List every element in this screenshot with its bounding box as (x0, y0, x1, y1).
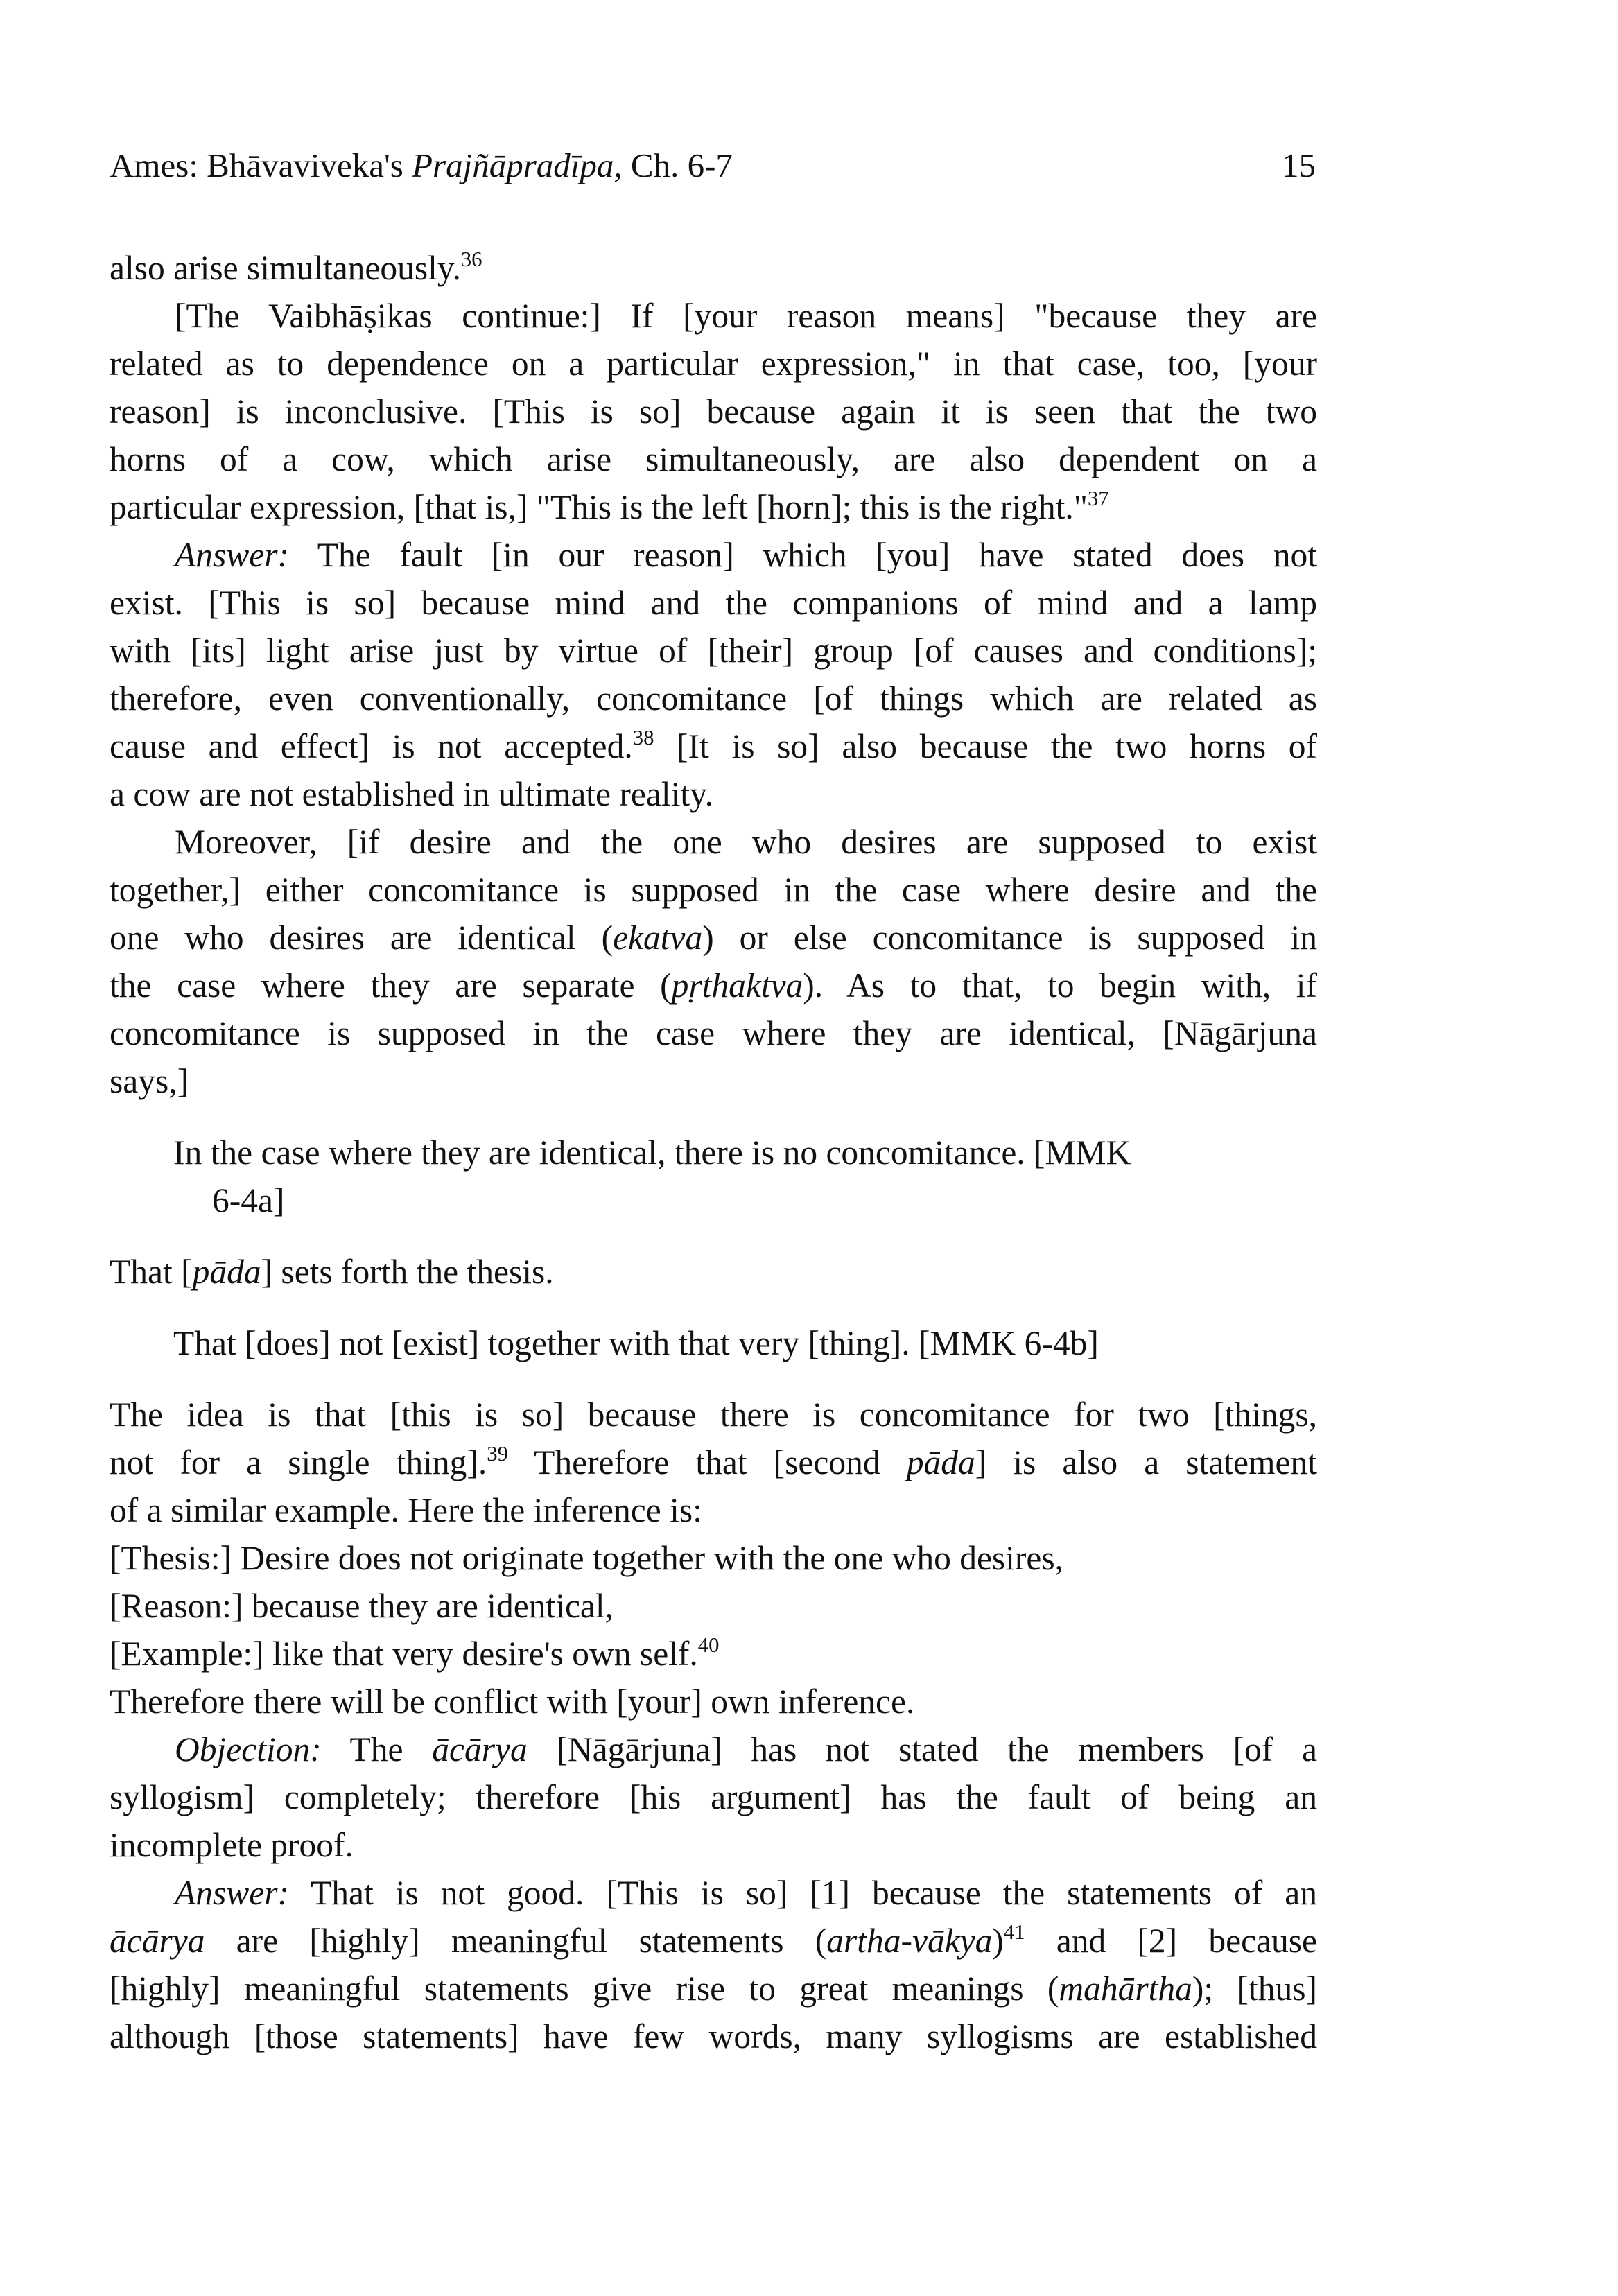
syllogism-reason: [Reason:] because they are identical, (110, 1587, 614, 1625)
text-line: exist. [This is so] because mind and the companions of mind and a lamp (110, 584, 1317, 622)
footnote-ref: 36 (460, 247, 482, 271)
text-line: related as to dependence on a particular expression," in that case, too, [your (110, 345, 1317, 383)
text-line: reason] is inconclusive. [This is so] because again it is seen that the two (110, 392, 1317, 430)
paragraph-answer-2 (110, 1869, 1317, 2060)
text-line: cause and effect] is not accepted.$^{38}$ [It is so] also because the two horns of (110, 725, 1317, 765)
footnote-ref: 37 (1088, 486, 1109, 510)
verse-quote-mmk-6-4a (110, 1129, 1317, 1224)
text-line: although [those statements] have few words, many syllogisms are established (110, 2017, 1317, 2055)
paragraph-vaibhasika-objection (110, 292, 1317, 531)
answer-label: Answer: (175, 536, 289, 574)
paragraph-objection (110, 1725, 1317, 1869)
paragraph-moreover (110, 818, 1317, 1105)
sanskrit-term: ācārya (110, 1922, 205, 1960)
footnote-ref: 38 (632, 725, 654, 749)
text-line: ācārya are [highly] meaningful statements (artha-vākya)$^{41}$ and [2] because (110, 1920, 1317, 1960)
text-line: The idea is that [this is so] because there is concomitance for two [things, (110, 1395, 1317, 1434)
text-line: Objection: The ācārya [Nāgārjuna] has not stated the members [of a (175, 1730, 1317, 1768)
sanskrit-term: pṛthaktva (671, 966, 803, 1004)
text-line: also arise simultaneously.$^{36}$ (110, 247, 482, 287)
text-line: Answer: That is not good. [This is so] [1] because the statements of an (175, 1874, 1317, 1912)
book-title: Prajñāpradīpa, (412, 146, 623, 184)
text-line: a cow are not established in ultimate reality. (110, 775, 713, 813)
answer-label: Answer: (175, 1874, 289, 1912)
footnote-ref: 39 (487, 1441, 508, 1466)
objection-label: Objection: (175, 1730, 322, 1768)
sanskrit-term: artha-vākya (826, 1922, 993, 1960)
text-line: horns of a cow, which arise simultaneously, are also dependent on a (110, 440, 1317, 478)
sanskrit-term: pāda (906, 1443, 975, 1481)
verse-quote-mmk-6-4b (110, 1319, 1317, 1367)
running-head: Ames: Bhāvaviveka's Prajñāpradīpa, Ch. 6-7 (110, 146, 733, 184)
paragraph-inference (110, 1391, 1317, 1725)
page-number: 15 (1282, 146, 1316, 184)
paragraph-answer (110, 531, 1317, 818)
text-line: says,] (110, 1062, 189, 1100)
text-line: with [its] light arise just by virtue of [their] group [of causes and conditions]; (110, 632, 1317, 670)
text-line: Therefore there will be conflict with [your] own inference. (110, 1682, 915, 1721)
text-line: [highly] meaningful statements give rise to great meanings (mahārtha); [thus] (110, 1969, 1317, 2008)
text-line: Moreover, [if desire and the one who desires are supposed to exist (175, 823, 1317, 861)
body-text (110, 244, 1317, 2060)
footnote-ref: 40 (697, 1633, 720, 1657)
sanskrit-term: ācārya (432, 1730, 528, 1768)
text-line: one who desires are identical (ekatva) or else concomitance is supposed in (110, 919, 1317, 957)
text-line: concomitance is supposed in the case where they are identical, [Nāgārjuna (110, 1014, 1317, 1052)
sanskrit-term: pāda (192, 1253, 261, 1291)
text-line: syllogism] completely; therefore [his argument] has the fault of being an (110, 1778, 1317, 1816)
syllogism-example: [Example:] like that very desire's own self.$^{40}$ (110, 1633, 720, 1673)
text-line: That [pāda] sets forth the thesis. (110, 1253, 554, 1291)
verse-line: In the case where they are identical, there is no concomitance. [MMK (173, 1133, 1131, 1172)
text-line: not for a single thing].$^{39}$ Therefore that [second pāda] is also a statement (110, 1441, 1317, 1481)
text-line: Answer: The fault [in our reason] which [you] have stated does not (175, 536, 1317, 574)
syllogism-thesis: [Thesis:] Desire does not originate together with the one who desires, (110, 1539, 1064, 1577)
text-line: incomplete proof. (110, 1826, 354, 1864)
running-header (110, 146, 1316, 194)
text-line: of a similar example. Here the inference is: (110, 1491, 702, 1529)
sanskrit-term: mahārtha (1059, 1969, 1192, 2008)
text-line: therefore, even conventionally, concomitance [of things which are related as (110, 679, 1317, 718)
verse-line: 6-4a] (212, 1181, 285, 1219)
verse-line: That [does] not [exist] together with that very [thing]. [MMK 6-4b] (173, 1324, 1099, 1362)
text-line: the case where they are separate (pṛthaktva). As to that, to begin with, if (110, 966, 1317, 1004)
text-line: [The Vaibhāṣikas continue:] If [your reason means] "because they are (175, 297, 1317, 335)
footnote-ref: 41 (1003, 1920, 1025, 1944)
sanskrit-term: ekatva (613, 919, 703, 957)
text-line: together,] either concomitance is supposed in the case where desire and the (110, 871, 1317, 909)
text-line: particular expression, [that is,] "This is the left [horn]; this is the right."$^{37}$ (110, 486, 1109, 526)
